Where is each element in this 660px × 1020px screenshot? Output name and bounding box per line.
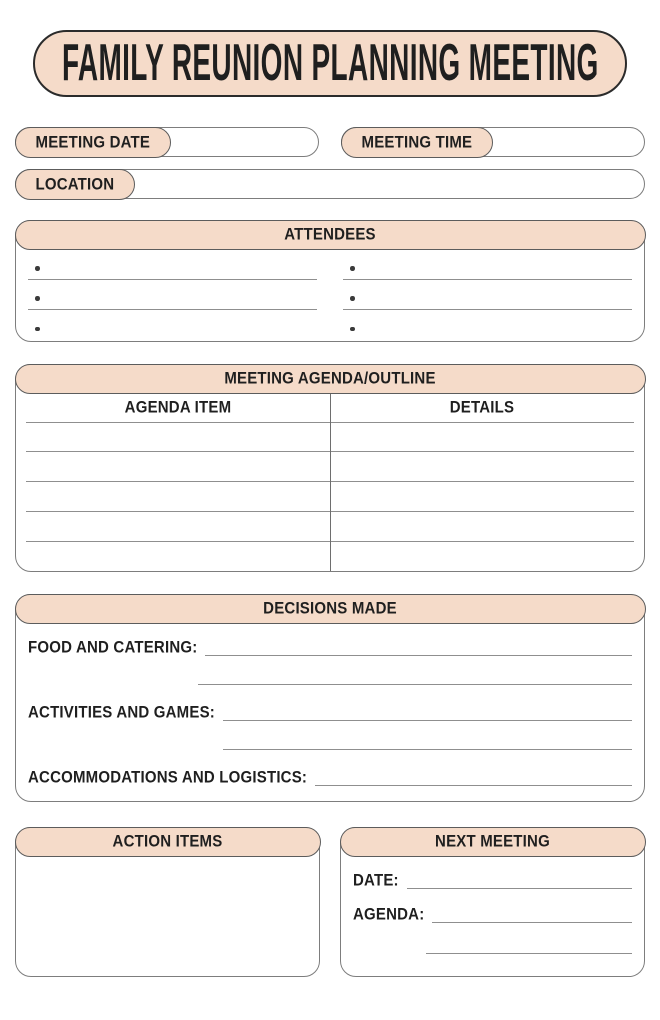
next-meeting-header [340, 827, 646, 857]
attendee-line[interactable] [28, 310, 317, 339]
meeting-date-label: MEETING DATE [35, 132, 151, 152]
planner-page [0, 30, 660, 1020]
details-column-header: DETAILS [449, 397, 515, 418]
location-label: LOCATION [35, 174, 115, 194]
attendees-header [15, 220, 646, 250]
attendees-header-label: ATTENDEES [284, 224, 376, 245]
agenda-table-row[interactable] [26, 542, 634, 571]
next-meeting-header-label: NEXT MEETING [435, 831, 550, 852]
meeting-time-label: MEETING TIME [361, 132, 473, 152]
decisions-header-label: DECISIONS MADE [263, 598, 397, 619]
bullet-icon [35, 296, 40, 301]
bullet-icon [350, 266, 355, 271]
bottom-row [15, 827, 645, 977]
food-catering-extra-line[interactable] [198, 684, 632, 685]
meeting-date-label-tag [15, 127, 172, 158]
bullet-icon [35, 266, 40, 271]
agenda-item-column-header: AGENDA ITEM [124, 397, 232, 418]
location-input[interactable] [134, 170, 644, 198]
meeting-time-input[interactable] [492, 128, 644, 156]
accommodations-logistics-line[interactable] [315, 784, 632, 786]
meeting-date-input[interactable] [170, 128, 318, 156]
meeting-date-field [15, 127, 319, 157]
activities-games-label: ACTIVITIES AND GAMES: [28, 702, 215, 722]
meeting-time-label-tag [341, 127, 494, 158]
activities-games-line[interactable] [223, 719, 632, 721]
next-meeting-agenda-extra-line[interactable] [426, 953, 632, 954]
decisions-header [15, 594, 646, 624]
next-meeting-section [340, 827, 645, 977]
food-catering-line[interactable] [205, 654, 632, 656]
action-items-header-label: ACTION ITEMS [112, 831, 223, 852]
bullet-icon [35, 327, 40, 332]
next-meeting-date-line[interactable] [407, 887, 632, 889]
bullet-icon [350, 327, 355, 332]
title-banner [33, 30, 627, 97]
decision-accommodations-group [28, 766, 632, 786]
date-time-row [15, 127, 645, 157]
attendee-line[interactable] [343, 310, 632, 339]
decisions-body [16, 624, 644, 786]
agenda-table [16, 394, 644, 572]
action-items-notes-area[interactable] [16, 857, 319, 867]
next-meeting-body [341, 857, 644, 954]
agenda-table-row[interactable] [26, 512, 634, 542]
agenda-column-headers [26, 394, 634, 423]
attendee-line[interactable] [28, 280, 317, 310]
attendees-section [15, 220, 645, 342]
location-label-tag [15, 169, 136, 200]
accommodations-logistics-label: ACCOMMODATIONS AND LOGISTICS: [28, 767, 308, 787]
action-items-section [15, 827, 320, 977]
attendee-line[interactable] [343, 280, 632, 310]
location-row [15, 169, 645, 199]
activities-games-extra-line[interactable] [223, 749, 632, 750]
next-meeting-date-label: DATE: [353, 870, 399, 890]
action-items-header [15, 827, 321, 857]
food-catering-label: FOOD AND CATERING: [28, 637, 198, 657]
meeting-time-field [341, 127, 645, 157]
agenda-header [15, 364, 646, 394]
next-meeting-agenda-label: AGENDA: [353, 904, 425, 924]
agenda-section [15, 364, 645, 572]
attendees-left-column [28, 250, 317, 340]
location-field [15, 169, 645, 199]
attendee-line[interactable] [28, 250, 317, 280]
bullet-icon [350, 296, 355, 301]
decisions-section [15, 594, 645, 802]
attendees-list [16, 250, 644, 342]
attendees-right-column [343, 250, 632, 340]
agenda-table-row[interactable] [26, 423, 634, 453]
agenda-table-row[interactable] [26, 452, 634, 482]
decision-activities-group [28, 701, 632, 750]
agenda-header-label: MEETING AGENDA/OUTLINE [224, 368, 436, 389]
decision-food-group [28, 636, 632, 685]
next-meeting-agenda-line[interactable] [432, 921, 632, 923]
agenda-table-row[interactable] [26, 482, 634, 512]
page-title: FAMILY REUNION PLANNING MEETING [61, 34, 599, 92]
attendee-line[interactable] [343, 250, 632, 280]
